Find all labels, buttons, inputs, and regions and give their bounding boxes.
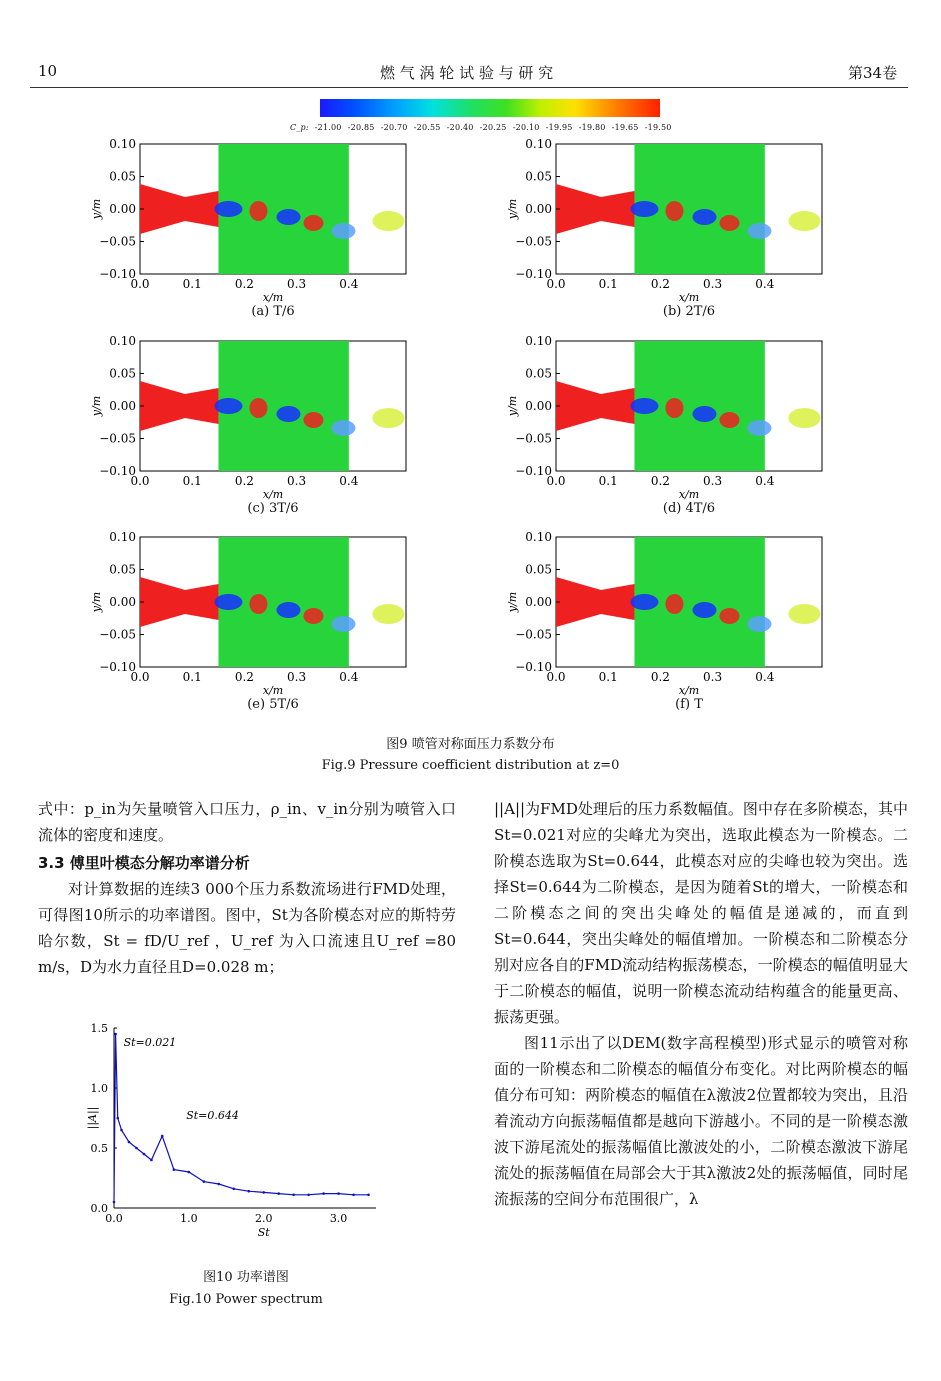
- spectrum-point: [218, 1183, 221, 1186]
- vortex: [665, 398, 683, 418]
- fig9-panel: [496, 136, 836, 331]
- y-tick-label: 0.10: [525, 137, 552, 151]
- vortex: [630, 594, 658, 610]
- x-tick-label: 0.0: [546, 474, 566, 488]
- y-axis-label: ||A||: [86, 1106, 99, 1130]
- spectrum-point: [114, 1033, 117, 1036]
- vortex: [719, 215, 739, 231]
- x-tick-label: 0.4: [755, 474, 775, 488]
- x-tick-label: 0.4: [339, 277, 359, 291]
- y-axis-label: y/m: [506, 591, 519, 613]
- spectrum-point: [161, 1135, 164, 1138]
- panel-caption: (a) T/6: [251, 304, 295, 319]
- x-tick-label: 0.3: [703, 277, 723, 291]
- y-tick-label: −0.05: [99, 431, 136, 446]
- paragraph-fmd: 对计算数据的连续3 000个压力系数流场进行FMD处理，可得图10所示的功率谱图。图中，St为各阶模态对应的斯特劳哈尔数，St = fD/U_ref ，U_ref 为入口流速且U_ref =80 m/s，D为水力直径且D=0.028 m；: [38, 880, 456, 976]
- colorbar-tick: -20.85: [347, 123, 375, 132]
- x-tick-label: 0.3: [703, 474, 723, 488]
- x-tick-label: 0.1: [598, 277, 618, 291]
- x-tick-label: 0.3: [287, 670, 307, 684]
- vortex: [747, 420, 771, 436]
- y-tick-label: −0.05: [515, 431, 552, 446]
- x-tick-label: 0.1: [182, 474, 202, 488]
- colorbar-tick: -20.10: [512, 123, 540, 132]
- spectrum-point: [277, 1192, 280, 1195]
- paragraph-dem: 图11示出了以DEM(数字高程模型)形式显示的喷管对称面的一阶模态和二阶模态的幅值分布变化。对比两阶模态的幅值分布可知：两阶模态的幅值在λ激波2位置都较为突出，且沿着流动方向振荡幅值都是越向下游越小。不同的是一阶模态激波下游尾流处的振荡幅值比激波处的小，二阶模态激波下游尾流处的振荡幅值在局部会大于其λ激波2处的振荡幅值，同时尾流振荡的空间分布范围很广，λ: [494, 1034, 908, 1208]
- fig9-panel: [496, 333, 836, 528]
- spectrum-point: [188, 1171, 191, 1174]
- peak-annotation: St=0.021: [123, 1036, 177, 1049]
- spectrum-point: [173, 1168, 176, 1171]
- vortex: [665, 594, 683, 614]
- fig9-panel: [496, 529, 836, 724]
- x-tick-label: 0.3: [703, 670, 723, 684]
- y-tick-label: 0.10: [109, 137, 136, 151]
- vortex: [303, 608, 323, 624]
- vortex: [788, 604, 820, 624]
- y-tick-label: −0.05: [515, 627, 552, 642]
- paragraph-amplitude: ||A||为FMD处理后的压力系数幅值。图中存在多阶模态，其中St=0.021对应的尖峰尤为突出，选取此模态为一阶模态。二阶模态选取为St=0.644，此模态对应的尖峰也较为突出。选择St=0.644为二阶模态，是因为随着St的增大，一阶模态和二阶模态之间的突出尖峰处的幅值是递减的，而直到St=0.644，突出尖峰处的幅值增加。一阶模态和二阶模态分别对应各自的FMD流动结构振荡模态，一阶模态的幅值明显大于二阶模态的幅值，说明一阶模态流动结构蕴含的能量更高、振荡更强。: [494, 800, 908, 1026]
- peak-annotation: St=0.644: [186, 1109, 239, 1123]
- x-tick-label: 0.0: [546, 277, 566, 291]
- y-tick-label: 1.5: [90, 1022, 108, 1035]
- y-tick-label: −0.05: [99, 627, 136, 642]
- x-tick-label: 0.4: [755, 670, 775, 684]
- x-tick-label: 0.1: [598, 670, 618, 684]
- x-tick-label: 0.2: [650, 670, 670, 684]
- y-tick-label: 0.10: [109, 530, 136, 544]
- spectrum-point: [367, 1194, 370, 1197]
- pressure-contour: [80, 136, 420, 304]
- x-axis-label: x/m: [262, 488, 284, 501]
- vortex: [788, 211, 820, 231]
- journal-title: 燃 气 涡 轮 试 验 与 研 究: [380, 64, 554, 82]
- spectrum-line: [114, 1034, 369, 1202]
- y-tick-label: 0.00: [525, 399, 552, 413]
- y-tick-label: 0.05: [525, 169, 552, 184]
- y-tick-label: −0.10: [515, 267, 552, 281]
- vortex: [214, 398, 242, 414]
- right-column: [494, 796, 908, 1212]
- fig9-caption-cn: 图9 喷管对称面压力系数分布: [386, 737, 555, 752]
- colorbar-tick: -20.70: [380, 123, 408, 132]
- colorbar-label: C_p:: [290, 123, 309, 132]
- panel-caption: (c) 3T/6: [247, 501, 299, 516]
- vortex: [303, 412, 323, 428]
- fig9-panel: [80, 333, 420, 528]
- y-tick-label: 0.00: [525, 202, 552, 216]
- vortex: [747, 223, 771, 239]
- spectrum-point: [337, 1192, 340, 1195]
- pressure-contour: [496, 136, 836, 304]
- y-axis-label: y/m: [90, 198, 103, 220]
- y-tick-label: −0.05: [515, 234, 552, 249]
- spectrum-point: [292, 1194, 295, 1197]
- x-tick-label: 0.0: [130, 670, 150, 684]
- spectrum-point: [232, 1188, 235, 1191]
- colorbar-tick: -20.40: [446, 123, 474, 132]
- vortex: [788, 408, 820, 428]
- x-tick-label: 0.1: [182, 670, 202, 684]
- x-tick-label: 0.0: [105, 1212, 123, 1225]
- x-tick-label: 0.1: [598, 474, 618, 488]
- x-tick-label: 0.0: [546, 670, 566, 684]
- paragraph-formula-def: 式中：p_in为矢量喷管入口压力，ρ_in、v_in分别为喷管入口流体的密度和速度。: [38, 800, 456, 844]
- spectrum-point: [135, 1147, 138, 1150]
- y-tick-label: −0.10: [99, 660, 136, 674]
- pressure-contour: [80, 529, 420, 697]
- x-tick-label: 0.2: [234, 670, 254, 684]
- y-tick-label: −0.10: [515, 660, 552, 674]
- spectrum-point: [143, 1153, 146, 1156]
- x-tick-label: 1.0: [180, 1212, 198, 1225]
- colorbar-tick: -20.25: [479, 123, 507, 132]
- y-tick-label: 0.00: [109, 399, 136, 413]
- vortex: [692, 406, 716, 422]
- x-tick-label: 0.4: [339, 670, 359, 684]
- vortex: [331, 223, 355, 239]
- vortex: [331, 616, 355, 632]
- pressure-contour: [496, 333, 836, 501]
- y-tick-label: 0.5: [90, 1142, 108, 1155]
- vortex: [747, 616, 771, 632]
- vortex: [303, 215, 323, 231]
- y-tick-label: 0.00: [109, 202, 136, 216]
- fig9-panel: [80, 529, 420, 724]
- y-tick-label: 0.00: [525, 595, 552, 609]
- x-tick-label: 0.2: [650, 277, 670, 291]
- vortex: [372, 211, 404, 231]
- y-tick-label: −0.10: [99, 267, 136, 281]
- fig9-caption-en: Fig.9 Pressure coefficient distribution at z=0: [321, 758, 620, 773]
- section-heading: 3.3 傅里叶模态分解功率谱分析: [38, 854, 250, 872]
- fig9-panel: [80, 136, 420, 331]
- x-axis-label: St: [257, 1226, 270, 1239]
- left-column: [38, 796, 456, 980]
- x-tick-label: 0.2: [234, 474, 254, 488]
- vortex: [276, 209, 300, 225]
- x-tick-label: 0.3: [287, 474, 307, 488]
- fig10-caption-cn: 图10 功率谱图: [203, 1270, 289, 1285]
- vortex: [214, 594, 242, 610]
- page-number: 10: [38, 62, 58, 80]
- y-tick-label: 0.05: [525, 366, 552, 381]
- spectrum-point: [262, 1191, 265, 1194]
- vortex: [630, 201, 658, 217]
- y-tick-label: 0.05: [109, 366, 136, 381]
- panel-caption: (d) 4T/6: [662, 501, 716, 516]
- spectrum-point: [247, 1190, 250, 1193]
- y-tick-label: 0.05: [109, 169, 136, 184]
- x-axis-label: x/m: [678, 488, 700, 501]
- y-tick-label: 1.0: [90, 1082, 108, 1095]
- vortex: [249, 594, 267, 614]
- vortex: [372, 408, 404, 428]
- spectrum-point: [120, 1129, 123, 1132]
- vortex: [276, 406, 300, 422]
- y-tick-label: −0.10: [515, 464, 552, 478]
- y-tick-label: 0.05: [525, 562, 552, 577]
- vortex: [331, 420, 355, 436]
- panel-caption: (f) T: [675, 697, 703, 712]
- spectrum-point: [352, 1194, 355, 1197]
- vortex: [372, 604, 404, 624]
- x-tick-label: 0.1: [182, 277, 202, 291]
- colorbar-tick: -19.80: [578, 123, 606, 132]
- y-tick-label: 0.00: [109, 595, 136, 609]
- vortex: [719, 608, 739, 624]
- vortex: [249, 398, 267, 418]
- y-tick-label: −0.05: [99, 234, 136, 249]
- x-axis-label: x/m: [262, 291, 284, 304]
- x-tick-label: 0.4: [339, 474, 359, 488]
- x-tick-label: 0.3: [287, 277, 307, 291]
- power-spectrum-chart: [86, 1018, 386, 1239]
- x-axis-label: x/m: [678, 684, 700, 697]
- x-tick-label: 3.0: [329, 1212, 348, 1225]
- colorbar: [320, 99, 660, 117]
- vortex: [630, 398, 658, 414]
- x-axis-label: x/m: [678, 291, 700, 304]
- spectrum-point: [116, 1117, 119, 1120]
- pressure-contour: [80, 333, 420, 501]
- y-axis-label: y/m: [506, 198, 519, 220]
- colorbar-tick: -21.00: [314, 123, 342, 132]
- x-tick-label: 0.2: [234, 277, 254, 291]
- colorbar-tick: -20.55: [413, 123, 441, 132]
- x-tick-label: 0.2: [650, 474, 670, 488]
- vortex: [692, 209, 716, 225]
- panel-caption: (b) 2T/6: [662, 304, 716, 319]
- vortex: [276, 602, 300, 618]
- y-tick-label: 0.10: [109, 334, 136, 348]
- y-tick-label: 0.0: [90, 1202, 108, 1215]
- colorbar-tick: -19.65: [611, 123, 639, 132]
- spectrum-point: [322, 1192, 325, 1195]
- spectrum-point: [128, 1141, 131, 1144]
- header-rule: [30, 87, 908, 88]
- x-tick-label: 2.0: [254, 1212, 273, 1225]
- y-tick-label: 0.10: [525, 334, 552, 348]
- spectrum-point: [150, 1159, 153, 1162]
- fig10-caption-en: Fig.10 Power spectrum: [169, 1292, 323, 1307]
- spectrum-point: [307, 1194, 310, 1197]
- vortex: [214, 201, 242, 217]
- colorbar-tick: -19.50: [644, 123, 672, 132]
- y-axis-label: y/m: [90, 591, 103, 613]
- vortex: [692, 602, 716, 618]
- y-tick-label: 0.10: [525, 530, 552, 544]
- vortex: [719, 412, 739, 428]
- colorbar-tick: -19.95: [545, 123, 573, 132]
- panel-caption: (e) 5T/6: [247, 697, 299, 712]
- spectrum-point: [203, 1180, 206, 1183]
- y-tick-label: −0.10: [99, 464, 136, 478]
- y-axis-label: y/m: [506, 395, 519, 417]
- colorbar-ticks: [290, 123, 678, 132]
- x-tick-label: 0.0: [130, 474, 150, 488]
- x-tick-label: 0.4: [755, 277, 775, 291]
- vortex: [249, 201, 267, 221]
- x-tick-label: 0.0: [130, 277, 150, 291]
- y-tick-label: 0.05: [109, 562, 136, 577]
- pressure-contour: [496, 529, 836, 697]
- y-axis-label: y/m: [90, 395, 103, 417]
- spectrum-point: [113, 1201, 116, 1204]
- x-axis-label: x/m: [262, 684, 284, 697]
- vortex: [665, 201, 683, 221]
- volume-label: 第34卷: [848, 64, 898, 82]
